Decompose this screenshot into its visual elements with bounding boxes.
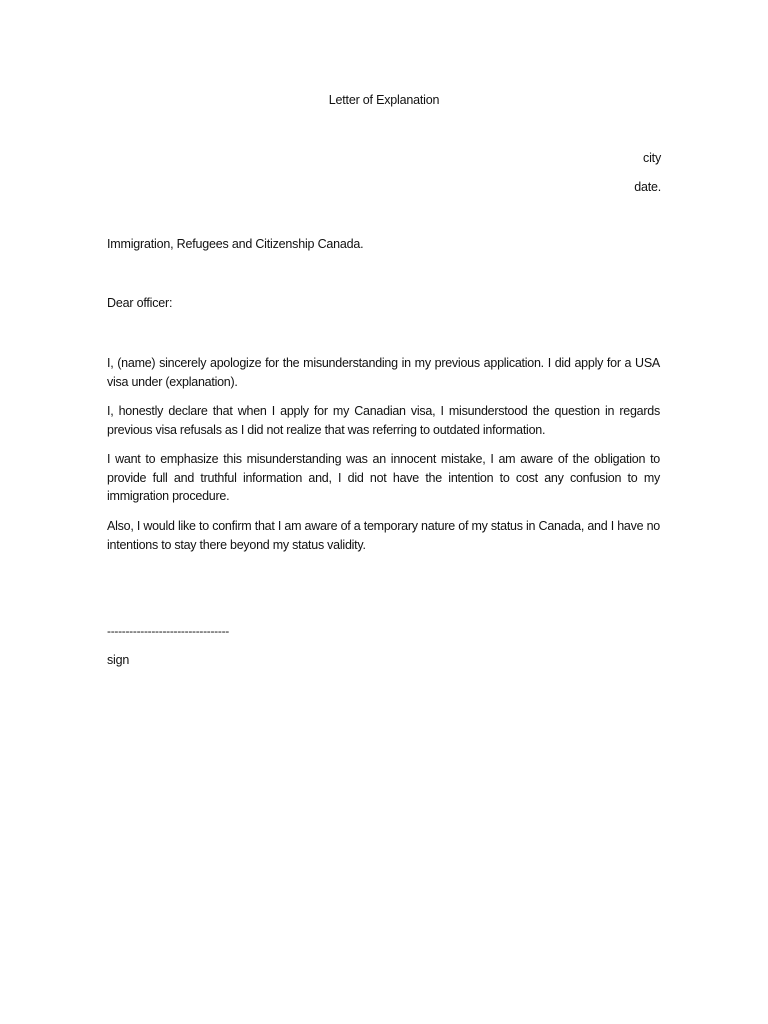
recipient-line: Immigration, Refugees and Citizenship Canada. <box>107 237 364 251</box>
salutation: Dear officer: <box>107 296 173 310</box>
letter-title: Letter of Explanation <box>328 93 440 107</box>
signature-line: --------------------------------- <box>107 624 229 638</box>
paragraph-declaration: I, honestly declare that when I apply for my Canadian visa, I misunderstood the question in regards previous visa refusals as I did not realize that was referring to outdated information. <box>107 404 660 437</box>
date-line: date. <box>634 180 661 194</box>
city-line: city <box>643 151 661 165</box>
paragraph-apology: I, (name) sincerely apologize for the misunderstanding in my previous application. I did apply for a USA visa under (explanation). <box>107 356 660 389</box>
paragraph-confirmation: Also, I would like to confirm that I am aware of a temporary nature of my status in Canada, and I have no intentions to stay there beyond my status validity. <box>107 519 660 552</box>
signature-label: sign <box>107 653 130 667</box>
paragraph-emphasis: I want to emphasize this misunderstanding was an innocent mistake, I am aware of the obligation to provide full and truthful information and, I did not have the intention to cost any confusion to my immigration procedure. <box>107 452 660 503</box>
